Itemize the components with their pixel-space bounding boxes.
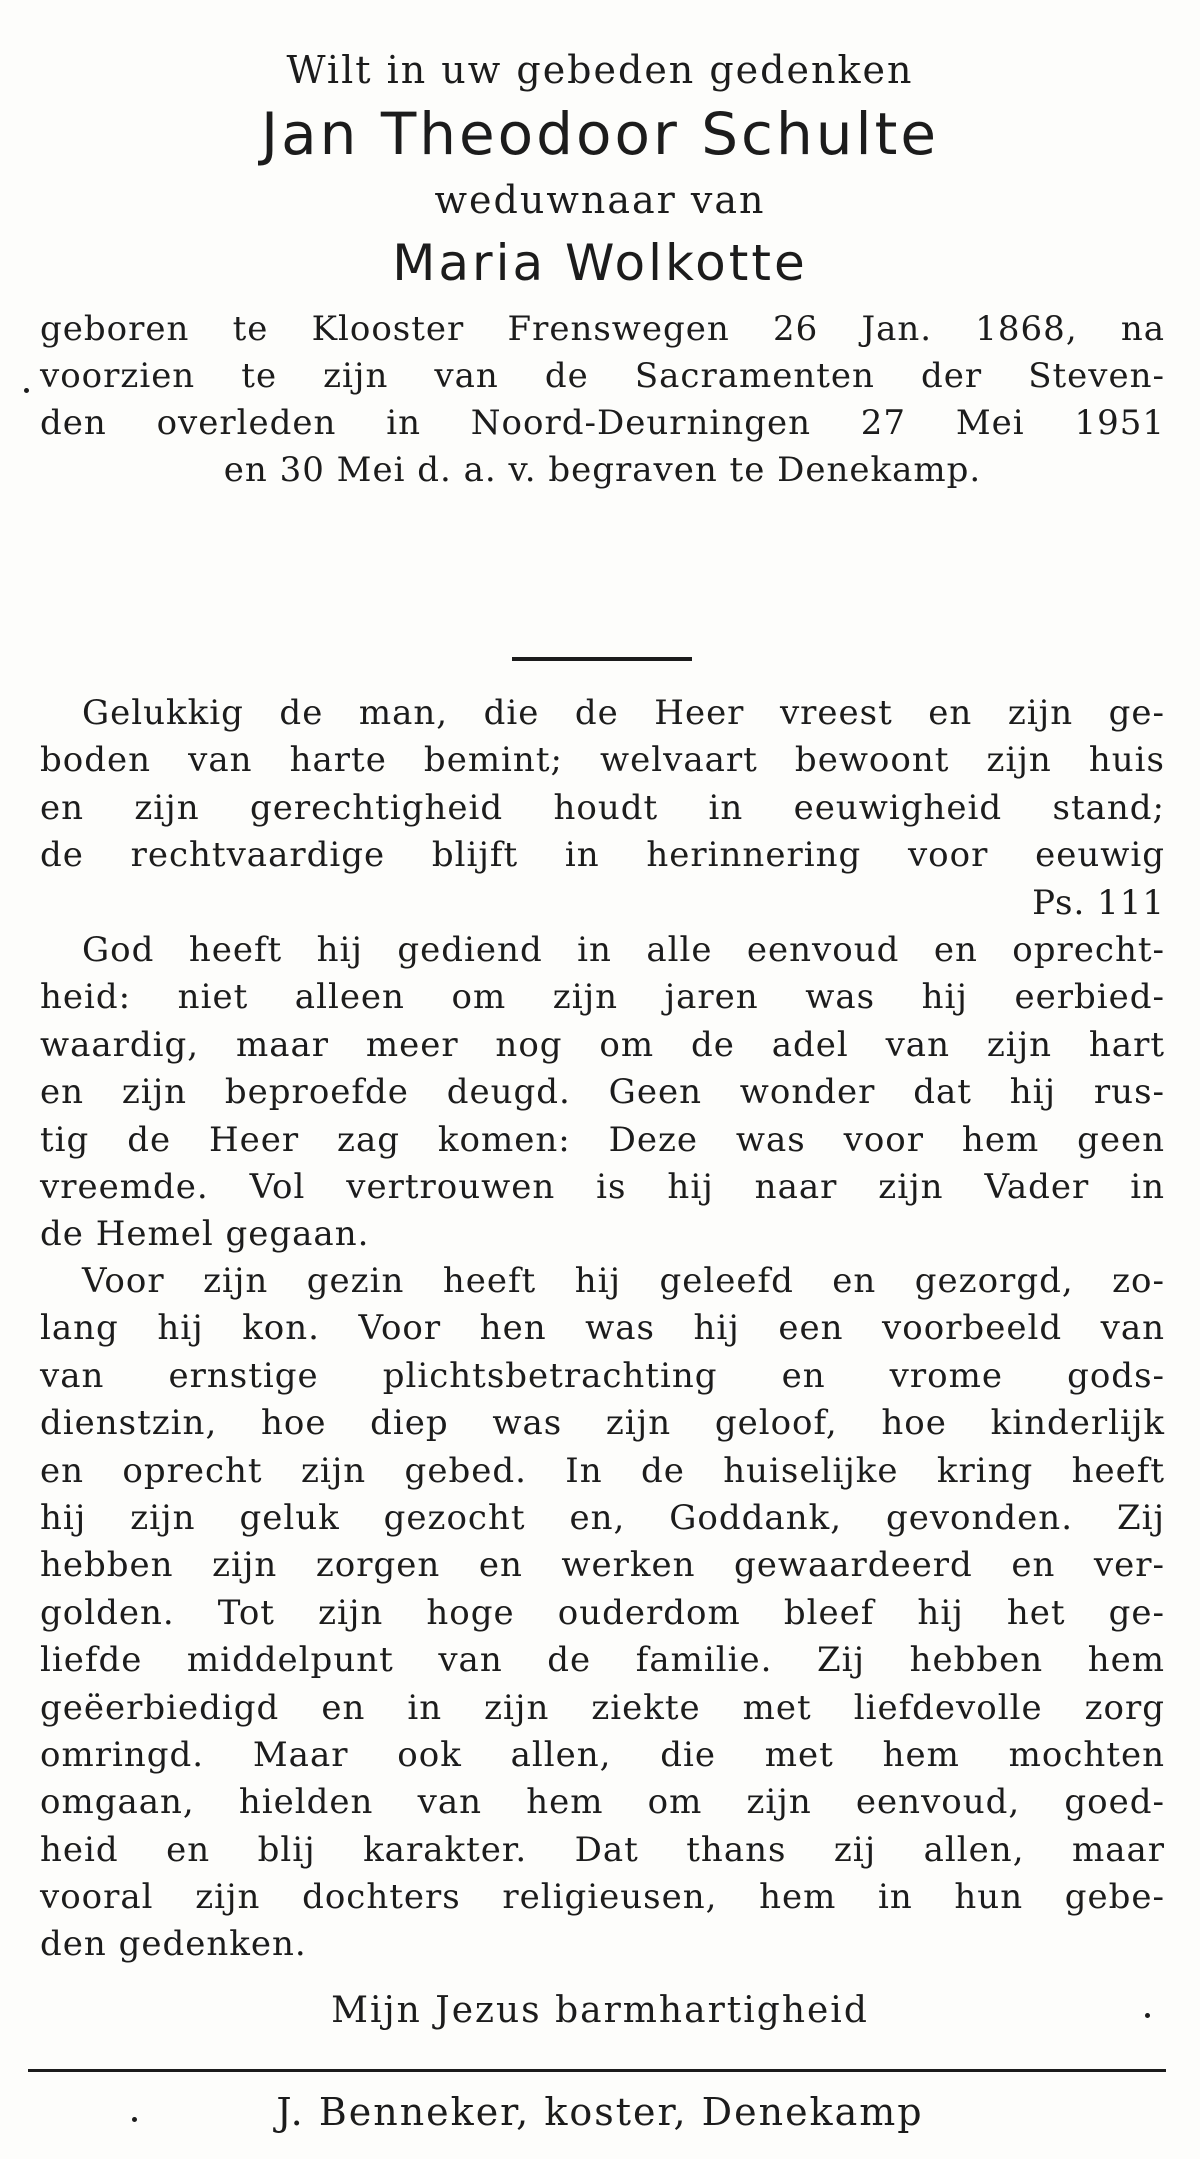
psalm-quote bbox=[40, 690, 1165, 927]
psalm-line: en zijn gerechtigheid houdt in eeuwigheid stand; bbox=[40, 787, 1165, 828]
paragraph-family bbox=[40, 1258, 1165, 1969]
paragraph-line: waardig, maar meer nog om de adel van zijn hart bbox=[40, 1024, 1165, 1065]
relation-text: weduwnaar van bbox=[434, 178, 766, 222]
printer-credit: J. Benneker, koster, Denekamp bbox=[276, 2090, 924, 2134]
paragraph-line: tig de Heer zag komen: Deze was voor hem geen bbox=[40, 1119, 1165, 1160]
paragraph-line: geëerbiedigd en in zijn ziekte met liefdevolle zorg bbox=[40, 1687, 1165, 1728]
paragraph-line: lang hij kon. Voor hen was hij een voorbeeld van bbox=[40, 1308, 1165, 1349]
paragraph-line: heid en blij karakter. Dat thans zij allen, maar bbox=[40, 1829, 1165, 1870]
paragraph-line: liefde middelpunt van de familie. Zij hebben hem bbox=[40, 1640, 1165, 1681]
section-divider bbox=[512, 657, 692, 661]
invocation-text: Wilt in uw gebeden gedenken bbox=[286, 48, 914, 92]
print-speck bbox=[24, 388, 29, 393]
psalm-reference: Ps. 111 bbox=[1032, 882, 1165, 923]
paragraph-line: Voor zijn gezin heeft hij geleefd en gezorgd, zo- bbox=[82, 1261, 1165, 1301]
paragraph-line: vreemde. Vol vertrouwen is hij naar zijn Vader in bbox=[40, 1166, 1165, 1207]
paragraph-faith bbox=[40, 927, 1165, 1259]
footer-divider bbox=[28, 2069, 1166, 2072]
print-speck bbox=[1145, 2013, 1150, 2018]
paragraph-line: en zijn beproefde deugd. Geen wonder dat hij rus- bbox=[40, 1072, 1165, 1113]
paragraph-line: heid: niet alleen om zijn jaren was hij eerbied- bbox=[40, 977, 1165, 1018]
psalm-line: de rechtvaardige blijft in herinnering voor eeuwig bbox=[40, 835, 1165, 876]
paragraph-line: vooral zijn dochters religieusen, hem in hun gebe- bbox=[40, 1877, 1165, 1918]
biography-intro bbox=[40, 306, 1165, 494]
paragraph-line: God heeft hij gediend in alle eenvoud en oprecht- bbox=[82, 930, 1165, 970]
paragraph-line: hebben zijn zorgen en werken gewaardeerd en ver- bbox=[40, 1545, 1165, 1586]
paragraph-line: omringd. Maar ook allen, die met hem mochten bbox=[40, 1734, 1165, 1775]
intro-line: voorzien te zijn van de Sacramenten der Steven- bbox=[40, 356, 1165, 396]
paragraph-line: golden. Tot zijn hoge ouderdom bleef hij het ge- bbox=[40, 1592, 1165, 1633]
psalm-line: Gelukkig de man, die de Heer vreest en zijn ge- bbox=[82, 693, 1165, 733]
paragraph-line: omgaan, hielden van hem om zijn eenvoud, goed- bbox=[40, 1782, 1165, 1823]
intro-line: den overleden in Noord-Deurningen 27 Mei 1951 bbox=[40, 403, 1165, 443]
closing-prayer: Mijn Jezus barmhartigheid bbox=[331, 1990, 869, 2031]
paragraph-line: hij zijn geluk gezocht en, Goddank, gevonden. Zij bbox=[40, 1497, 1165, 1538]
paragraph-line: en oprecht zijn gebed. In de huiselijke kring heeft bbox=[40, 1450, 1165, 1491]
print-speck bbox=[132, 2117, 137, 2122]
paragraph-line: dienstzin, hoe diep was zijn geloof, hoe kinderlijk bbox=[40, 1403, 1165, 1444]
intro-line: en 30 Mei d. a. v. begraven te Denekamp. bbox=[223, 450, 982, 490]
spouse-name: Maria Wolkotte bbox=[392, 234, 808, 292]
paragraph-line: de Hemel gegaan. bbox=[40, 1214, 370, 1255]
paragraph-line: van ernstige plichtsbetrachting en vrome gods- bbox=[40, 1355, 1165, 1396]
deceased-name: Jan Theodoor Schulte bbox=[260, 100, 940, 168]
paragraph-line: den gedenken. bbox=[40, 1924, 307, 1965]
psalm-line: boden van harte bemint; welvaart bewoont zijn huis bbox=[40, 740, 1165, 781]
intro-line: geboren te Klooster Frenswegen 26 Jan. 1868, na bbox=[40, 309, 1165, 349]
